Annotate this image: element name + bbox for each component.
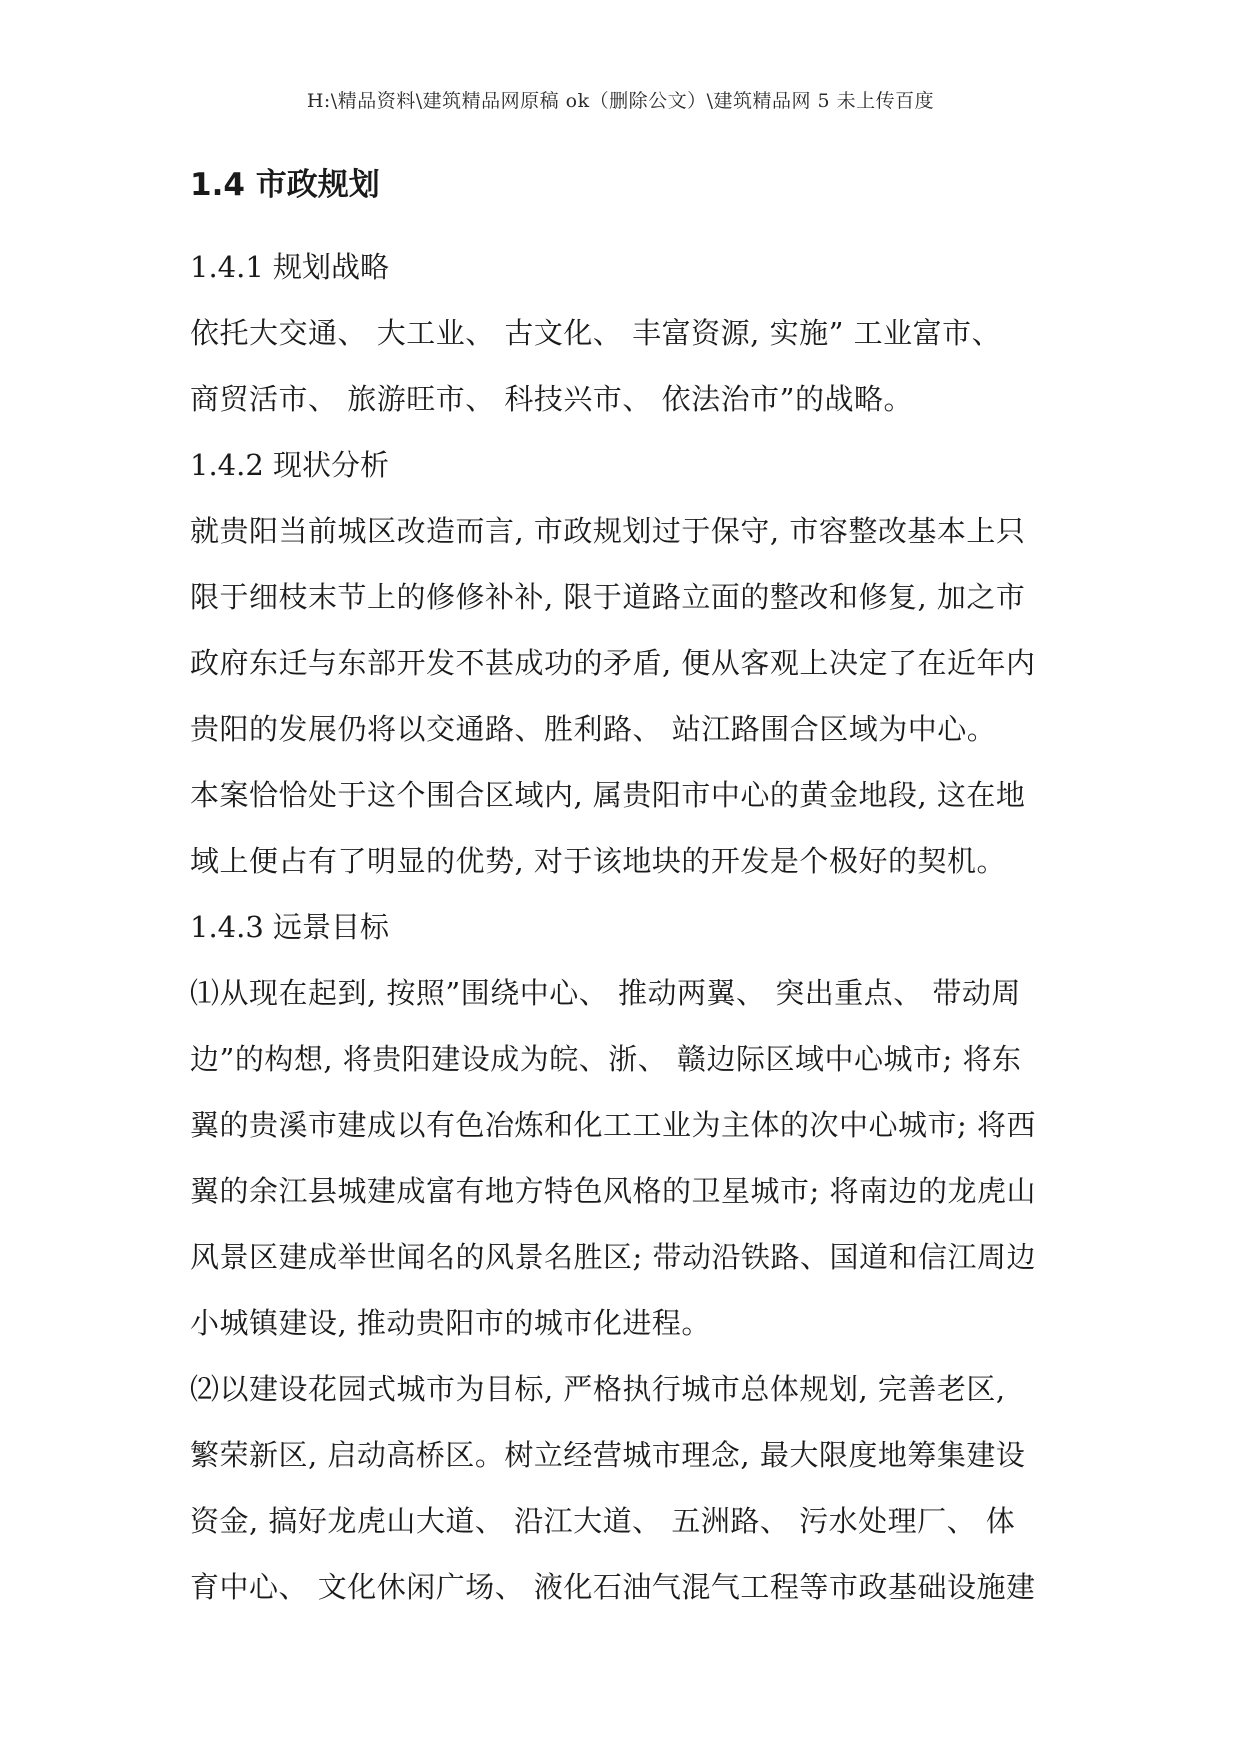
paragraph-line: 限于细枝末节上的修修补补, 限于道路立面的整改和修复, 加之市 (190, 580, 1026, 614)
paragraph-line: 政府东迁与东部开发不甚成功的矛盾, 便从客观上决定了在近年内 (190, 646, 1036, 680)
paragraph-line: 就贵阳当前城区改造而言, 市政规划过于保守, 市容整改基本上只 (190, 514, 1026, 548)
paragraph-line: 小城镇建设, 推动贵阳市的城市化进程。 (190, 1306, 711, 1340)
paragraph-line: 本案恰恰处于这个围合区域内, 属贵阳市中心的黄金地段, 这在地 (190, 778, 1026, 812)
paragraph-line: ⑵以建设花园式城市为目标, 严格执行城市总体规划, 完善老区, (190, 1372, 1006, 1406)
section-title: 1.4 市政规划 (190, 167, 380, 203)
page-header-path: H:\精品资料\建筑精品网原稿 ok（删除公文）\建筑精品网 5 未上传百度 (306, 90, 935, 112)
paragraph-line: 域上便占有了明显的优势, 对于该地块的开发是个极好的契机。 (190, 844, 1006, 878)
paragraph-line: 翼的余江县城建成富有地方特色风格的卫星城市; 将南边的龙虎山 (190, 1174, 1036, 1208)
subsection-heading: 1.4.2 现状分析 (190, 448, 390, 482)
paragraph-line: 翼的贵溪市建成以有色冶炼和化工工业为主体的次中心城市; 将西 (190, 1108, 1036, 1142)
paragraph-line: ⑴从现在起到, 按照”围绕中心、 推动两翼、 突出重点、 带动周 (190, 976, 1021, 1010)
paragraph-line: 资金, 搞好龙虎山大道、 沿江大道、 五洲路、 污水处理厂、 体 (190, 1504, 1016, 1538)
paragraph-line: 依托大交通、 大工业、 古文化、 丰富资源, 实施” 工业富市、 (190, 316, 1002, 350)
subsection-heading: 1.4.3 远景目标 (190, 910, 390, 944)
paragraph-line: 贵阳的发展仍将以交通路、胜利路、 站江路围合区域为中心。 (190, 712, 997, 746)
paragraph-line: 商贸活市、 旅游旺市、 科技兴市、 依法治市”的战略。 (190, 382, 913, 416)
paragraph-line: 风景区建成举世闻名的风景名胜区; 带动沿铁路、国道和信江周边 (190, 1240, 1036, 1274)
document-body (190, 160, 1090, 1628)
paragraph-line: 边”的构想, 将贵阳建设成为皖、浙、 赣边际区域中心城市; 将东 (190, 1042, 1022, 1076)
paragraph-line: 育中心、 文化休闲广场、 液化石油气混气工程等市政基础设施建 (190, 1570, 1036, 1604)
paragraph-line: 繁荣新区, 启动高桥区。树立经营城市理念, 最大限度地筹集建设 (190, 1438, 1026, 1472)
subsection-heading: 1.4.1 规划战略 (190, 250, 390, 284)
